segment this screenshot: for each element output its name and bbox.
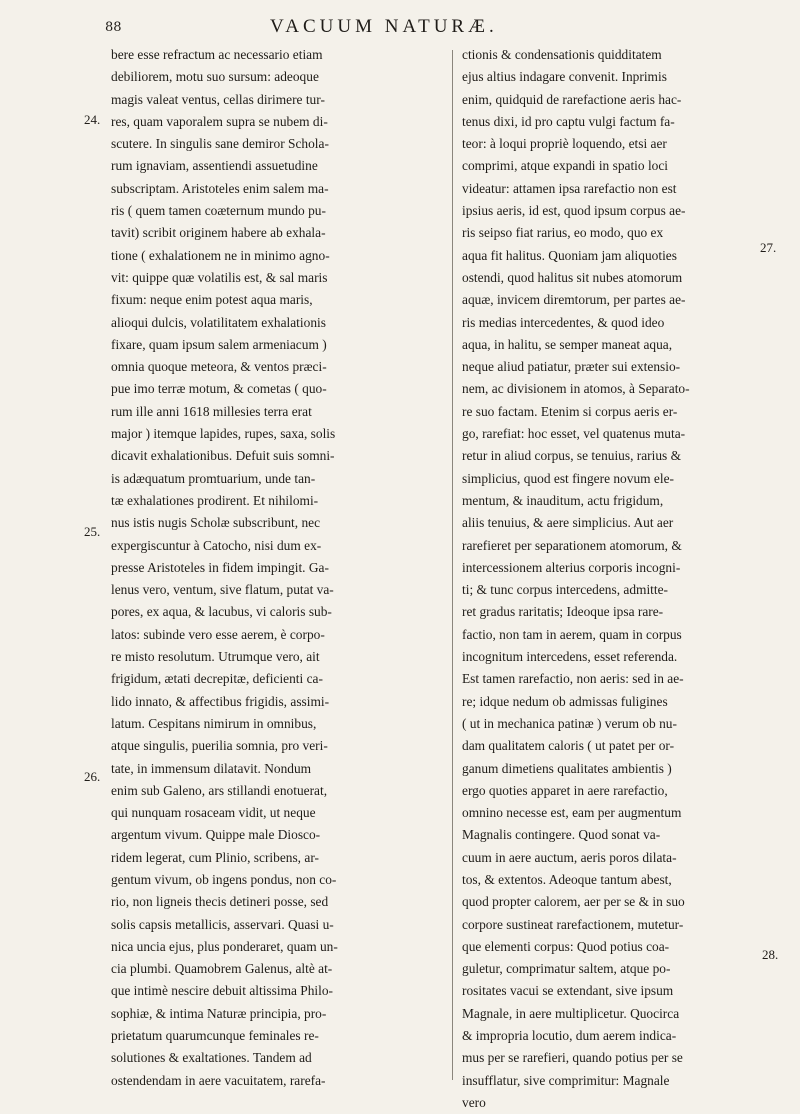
text-line: aqua, in halitu, se semper maneat aqua,: [462, 336, 673, 352]
page-header: [105, 14, 685, 44]
margin-number-24: 24.: [84, 112, 101, 127]
text-line: ipsius aeris, id est, quod ipsum corpus ae-: [462, 203, 686, 219]
text-line: neque aliud patiatur, præter sui extensio-: [462, 359, 681, 375]
text-line: latum. Cespitans nimirum in omnibus,: [111, 715, 317, 731]
text-line: insufflatur, sive comprimitur: Magnale: [462, 1072, 670, 1088]
margin-number-26: 26.: [84, 769, 101, 784]
text-line: ostendendam in aere vacuitatem, rarefa-: [111, 1072, 326, 1088]
text-line: vit: quippe quæ volatilis est, & sal maris: [111, 269, 328, 285]
page-number: 88: [105, 20, 122, 35]
text-line: teor: à loqui propriè loquendo, etsi aer: [462, 136, 667, 152]
text-line: ejus altius indagare convenit. Inprimis: [462, 69, 667, 85]
text-line: que elementi corpus: Quod potius coa-: [462, 938, 670, 954]
text-line: fixum: neque enim potest aqua maris,: [111, 292, 313, 308]
text-line: omnino necesse est, eam per augmentum: [462, 805, 682, 821]
text-line: quod propter calorem, aer per se & in suo: [462, 894, 685, 910]
text-line: solis capsis metallicis, asservari. Quasi u-: [111, 916, 334, 932]
text-line: ti; & tunc corpus intercedens, admitte-: [462, 582, 669, 598]
text-line: ctionis & condensationis quidditatem: [462, 47, 662, 62]
running-head: VACUUM NATURÆ.: [270, 16, 498, 37]
text-line: ergo quoties apparet in aere rarefactio,: [462, 782, 668, 798]
right-text-column: [462, 44, 792, 1114]
text-line: re; idque nedum ob admissas fuligines: [462, 693, 668, 709]
text-line: expergiscuntur à Catocho, nisi dum ex-: [111, 537, 322, 553]
text-line: rositates vacui se extendant, sive ipsum: [462, 983, 674, 999]
text-line: nica uncia ejus, plus ponderaret, quam un-: [111, 938, 338, 954]
text-line: rarefieret per separationem atomorum, &: [462, 537, 682, 553]
text-line: ostendi, quod halitus sit nubes atomorum: [462, 269, 683, 285]
column-divider: [452, 50, 453, 1080]
text-line: re suo factam. Etenim si corpus aeris er-: [462, 403, 678, 419]
text-line: presse Aristoteles in fidem impingit. Ga-: [111, 559, 329, 575]
text-line: Magnalis contingere. Quod sonat va-: [462, 827, 661, 843]
text-line: tate, in immensum dilatavit. Nondum: [111, 760, 312, 776]
text-line: guletur, comprimatur saltem, atque po-: [462, 961, 671, 977]
text-line: solutiones & exaltationes. Tandem ad: [111, 1050, 312, 1066]
text-line: corpore sustineat rarefactionem, mutetur-: [462, 916, 684, 932]
text-line: pue imo terræ motum, & cometas ( quo-: [111, 381, 327, 397]
text-line: magis valeat ventus, cellas dirimere tur-: [111, 91, 325, 107]
text-line: simplicius, quod est fingere novum ele-: [462, 470, 674, 486]
text-line: scutere. In singulis sane demiror Schola-: [111, 136, 329, 152]
text-line: incognitum intercedens, esset referenda.: [462, 649, 678, 665]
text-line: debiliorem, motu suo sursum: adeoque: [111, 69, 319, 85]
text-line: comprimi, atque expandi in spatio loci: [462, 158, 669, 174]
text-line: tæ exhalationes prodirent. Et nihilomi-: [111, 492, 319, 508]
text-line: videatur: attamen ipsa rarefactio non est: [462, 180, 677, 196]
text-line: res, quam vaporalem supra se nubem di-: [111, 113, 328, 129]
text-line: lido innato, & affectibus frigidis, assimi-: [111, 693, 330, 709]
text-line: omnia quoque meteora, & ventos præci-: [111, 359, 327, 375]
text-line: que intimè nescire debuit altissima Philo-: [111, 983, 334, 999]
text-line: argentum vivum. Quippe male Diosco-: [111, 827, 321, 843]
text-line: major ) itemque lapides, rupes, saxa, solis: [111, 426, 336, 442]
text-line: aquæ, invicem diremtorum, per partes ae-: [462, 292, 686, 308]
text-line: pores, ex aqua, & lacubus, vi caloris sub-: [111, 604, 332, 620]
text-line: tenus dixi, id pro captu vulgi factum fa-: [462, 113, 675, 129]
text-line: gentum vivum, ob ingens pondus, non co-: [111, 871, 337, 887]
text-line: enim, quidquid de rarefactione aeris hac-: [462, 91, 682, 107]
text-line: frigidum, ætati decrepitæ, deficienti ca-: [111, 671, 323, 687]
text-line: is adæquatum promtuarium, unde tan-: [111, 470, 316, 486]
text-line: retur in aliud corpus, se tenuius, rarius &: [462, 448, 682, 464]
text-line: aliis tenuius, & aere simplicius. Aut aer: [462, 515, 674, 531]
text-line: cuum in aere auctum, aeris poros dilata-: [462, 849, 677, 865]
text-line: mentum, & inauditum, actu frigidum,: [462, 492, 664, 508]
text-line: alioqui dulcis, volatilitatem exhalationis: [111, 314, 326, 330]
text-line: re misto resolutum. Utrumque vero, ait: [111, 649, 320, 665]
text-line: tos, & extentos. Adeoque tantum abest,: [462, 871, 672, 887]
text-line: nus istis nugis Scholæ subscribunt, nec: [111, 515, 321, 531]
text-line: tione ( exhalationem ne in minimo agno-: [111, 247, 330, 263]
text-line: ret gradus raritatis; Ideoque ipsa rare-: [462, 604, 664, 620]
margin-number-27: 27.: [760, 240, 777, 255]
text-line: rum ignaviam, assentiendi assuetudine: [111, 158, 318, 174]
margin-number-25: 25.: [84, 524, 101, 539]
text-line: go, rarefiat: hoc esset, vel quatenus muta-: [462, 426, 686, 442]
text-line: bere esse refractum ac necessario etiam: [111, 47, 323, 62]
text-line: ridem legerat, cum Plinio, scribens, ar-: [111, 849, 319, 865]
text-line: lenus vero, ventum, sive flatum, putat va-: [111, 582, 334, 598]
text-line: nem, ac divisionem in atomos, à Separato-: [462, 381, 690, 397]
text-line: latos: subinde vero esse aerem, è corpo-: [111, 626, 325, 642]
text-line: prietatum quarumcunque feminales re-: [111, 1028, 319, 1044]
text-line: dicavit exhalationibus. Defuit suis somni-: [111, 448, 335, 464]
text-line: ( ut in mechanica patinæ ) verum ob nu-: [462, 715, 677, 731]
text-line: subscriptam. Aristoteles enim salem ma-: [111, 180, 329, 196]
text-line: atque singulis, puerilia somnia, pro veri-: [111, 738, 328, 754]
text-line: sophiæ, & intima Naturæ principia, pro-: [111, 1005, 327, 1021]
text-line: dam qualitatem caloris ( ut patet per or-: [462, 738, 675, 754]
text-line: enim sub Galeno, ars stillandi enotuerat,: [111, 782, 328, 798]
text-line: ganum dimetiens qualitates ambientis ): [462, 760, 672, 776]
text-line: cia plumbi. Quamobrem Galenus, altè at-: [111, 961, 333, 977]
text-line: fixare, quam ipsum salem armeniacum ): [111, 336, 327, 352]
text-line: mus per se rarefieri, quando potius per se: [462, 1050, 683, 1066]
text-line: rio, non ligneis thecis detineri posse, sed: [111, 894, 329, 910]
left-text-column: [111, 44, 443, 1092]
text-line: rum ille anni 1618 millesies terra erat: [111, 403, 312, 419]
text-line: ris seipso fiat rarius, eo modo, quo ex: [462, 225, 664, 241]
margin-number-28: 28.: [762, 947, 779, 962]
text-line: Magnale, in aere multiplicetur. Quocirca: [462, 1005, 680, 1021]
text-line: ris medias intercedentes, & quod ideo: [462, 314, 665, 330]
text-line: intercessionem alterius corporis incogni-: [462, 559, 681, 575]
text-line: vero: [462, 1094, 486, 1110]
text-line: ris ( quem tamen coæternum mundo pu-: [111, 203, 326, 219]
text-line: qui nunquam rosaceam vidit, ut neque: [111, 805, 316, 821]
text-line: Est tamen rarefactio, non aeris: sed in ae-: [462, 671, 684, 687]
text-line: factio, non tam in aerem, quam in corpus: [462, 626, 682, 642]
text-line: tavit) scribit originem habere ab exhala-: [111, 225, 326, 241]
text-line: & impropria locutio, dum aerem indica-: [462, 1028, 677, 1044]
text-line: aqua fit halitus. Quoniam jam aliquoties: [462, 247, 677, 263]
